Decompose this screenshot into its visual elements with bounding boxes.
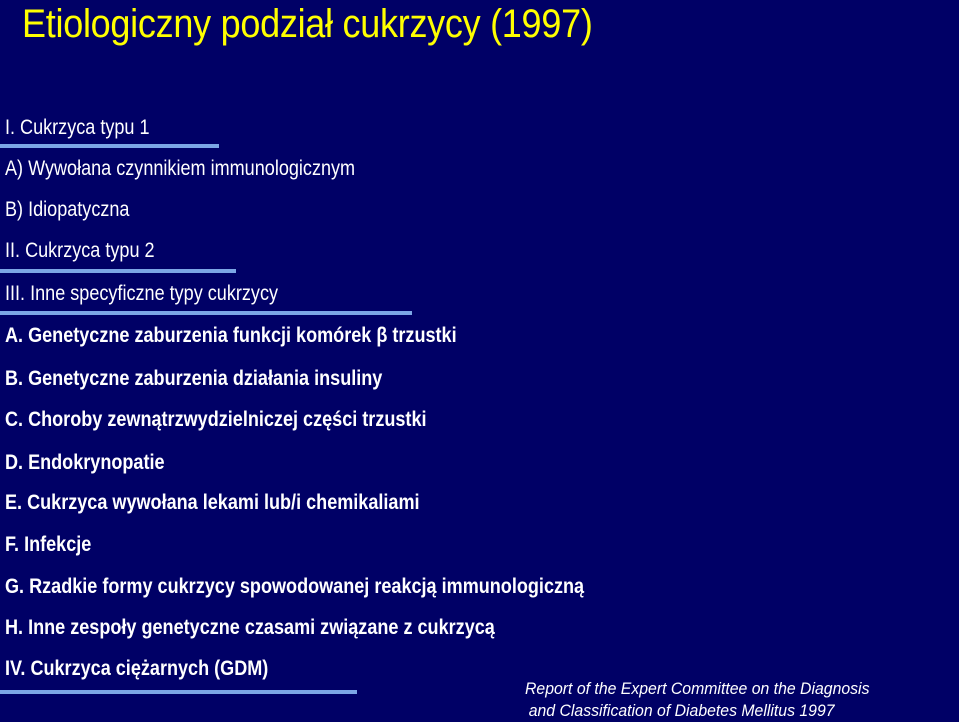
list-item-drug-induced: E. Cukrzyca wywołana lekami lub/i chemikaliami [5,491,420,514]
list-item-other-types: III. Inne specyficzne typy cukrzycy [5,282,279,305]
list-item-gdm: IV. Cukrzyca ciężarnych (GDM) [5,657,269,680]
list-item-genetic-insulin-action: B. Genetyczne zaburzenia działania insuliny [5,367,383,390]
underline-gdm [0,690,357,694]
underline-other-types [0,311,412,315]
list-item-genetic-beta-cell: A. Genetyczne zaburzenia funkcji komórek β trzustki [5,324,457,347]
list-item-exocrine-pancreas: C. Choroby zewnątrzwydzielniczej części trzustki [5,408,427,431]
reference-footnote [525,678,869,722]
list-item-infections: F. Infekcje [5,533,92,556]
footnote-line-1: Report of the Expert Committee on the Diagnosis [525,679,870,698]
slide-title: Etiologiczny podział cukrzycy (1997) [22,2,593,46]
footnote-line-2: and Classification of Diabetes Mellitus 1997 [528,701,835,720]
list-item-immunological: A) Wywołana czynnikiem immunologicznym [5,157,356,180]
underline-type1 [0,144,219,148]
list-item-endocrinopathies: D. Endokrynopatie [5,451,165,474]
underline-type2 [0,269,236,273]
list-item-type2: II. Cukrzyca typu 2 [5,239,155,262]
list-item-idiopathic: B) Idiopatyczna [5,198,130,221]
list-item-rare-immune: G. Rzadkie formy cukrzycy spowodowanej reakcją immunologiczną [5,575,585,598]
list-item-type1: I. Cukrzyca typu 1 [5,116,150,139]
list-item-genetic-syndromes: H. Inne zespoły genetyczne czasami związane z cukrzycą [5,616,495,639]
